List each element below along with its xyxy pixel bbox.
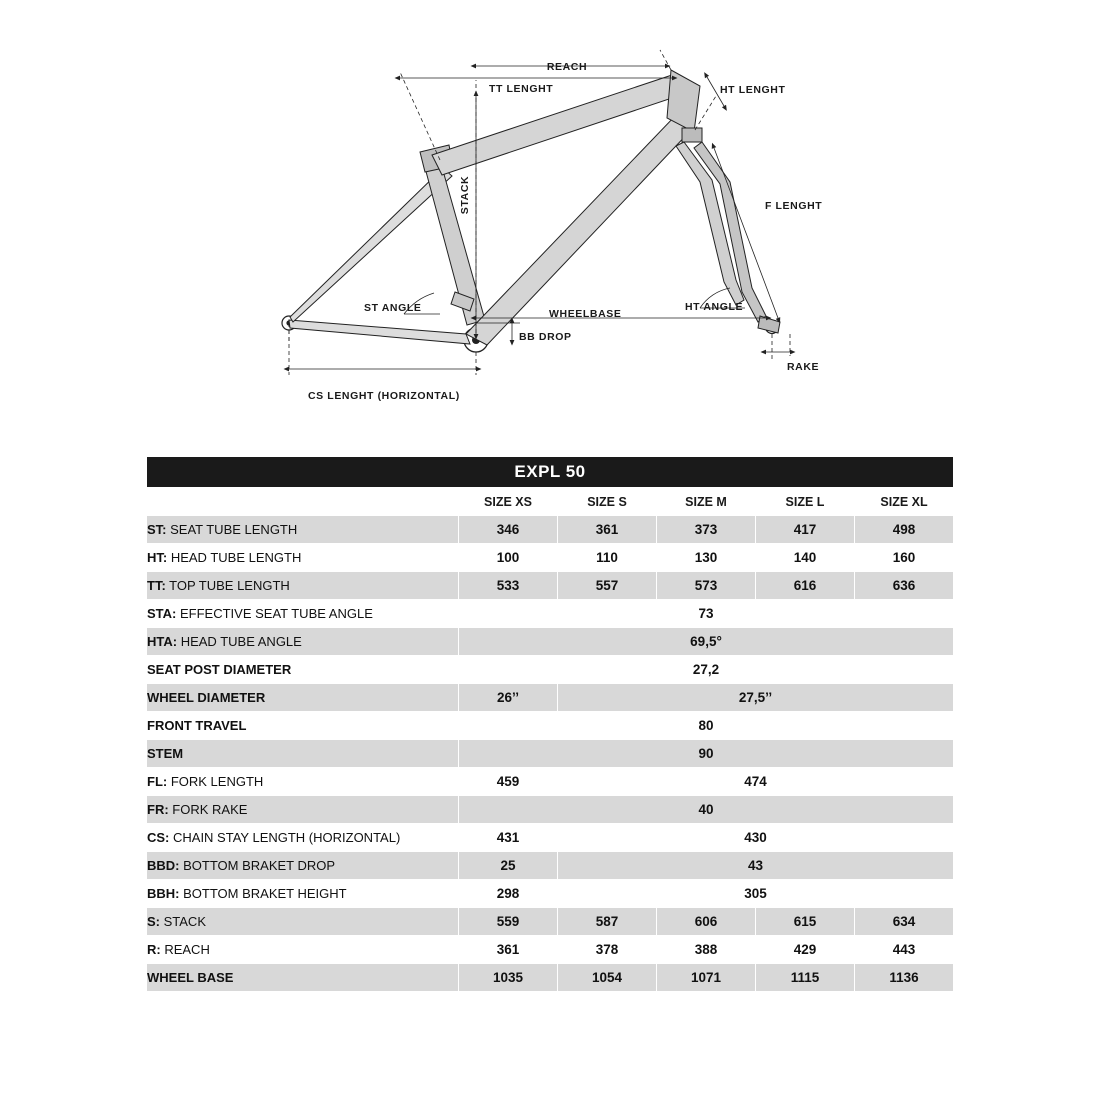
table-cell: 557	[558, 572, 657, 600]
label-bb-drop: BB DROP	[519, 331, 572, 343]
column-header-size: SIZE L	[756, 488, 855, 516]
row-label-text: REACH	[160, 942, 210, 957]
table-cell: 474	[558, 768, 954, 796]
label-cs-lenght: CS LENGHT (HORIZONTAL)	[308, 390, 460, 402]
row-label	[147, 796, 459, 824]
row-label-code: STEM	[147, 746, 184, 761]
table-cell: 417	[756, 516, 855, 544]
table-row	[147, 740, 954, 768]
table-cell: 90	[459, 740, 954, 768]
table-cell: 429	[756, 936, 855, 964]
table-cell: 140	[756, 544, 855, 572]
label-rake: RAKE	[787, 361, 820, 373]
column-header-size: SIZE XS	[459, 488, 558, 516]
label-tt-lenght: TT LENGHT	[489, 83, 554, 95]
row-label-code: BBH:	[147, 886, 180, 901]
table-cell: 587	[558, 908, 657, 936]
row-label-code: S:	[147, 914, 160, 929]
table-cell: 430	[558, 824, 954, 852]
table-cell: 616	[756, 572, 855, 600]
table-cell: 305	[558, 880, 954, 908]
row-label-code: STA:	[147, 606, 177, 621]
row-label-code: WHEEL BASE	[147, 970, 234, 985]
row-label	[147, 544, 459, 572]
row-label-code: ST:	[147, 522, 167, 537]
row-label-code: FL:	[147, 774, 168, 789]
table-cell: 1054	[558, 964, 657, 992]
table-row	[147, 516, 954, 544]
table-cell: 43	[558, 852, 954, 880]
label-ht-angle: HT ANGLE	[685, 301, 744, 313]
table-row	[147, 852, 954, 880]
row-label	[147, 740, 459, 768]
table-cell: 606	[657, 908, 756, 936]
label-stack: STACK	[459, 175, 471, 215]
table-row	[147, 656, 954, 684]
table-cell: 443	[855, 936, 954, 964]
geometry-table	[146, 456, 954, 992]
table-row	[147, 880, 954, 908]
row-label-text: BOTTOM BRAKET DROP	[179, 858, 336, 873]
table-cell: 40	[459, 796, 954, 824]
table-row	[147, 628, 954, 656]
row-label	[147, 656, 459, 684]
geometry-diagram	[0, 0, 1100, 440]
row-label-code: BBD:	[147, 858, 180, 873]
column-header-size: SIZE M	[657, 488, 756, 516]
table-cell: 573	[657, 572, 756, 600]
row-label	[147, 880, 459, 908]
table-row	[147, 684, 954, 712]
table-cell: 373	[657, 516, 756, 544]
table-row	[147, 768, 954, 796]
row-label	[147, 824, 459, 852]
table-cell: 559	[459, 908, 558, 936]
label-wheelbase: WHEELBASE	[549, 308, 622, 320]
table-header-row	[147, 488, 954, 516]
row-label	[147, 936, 459, 964]
row-label-text: TOP TUBE LENGTH	[165, 578, 290, 593]
table-row	[147, 824, 954, 852]
row-label-code: R:	[147, 942, 161, 957]
table-cell: 431	[459, 824, 558, 852]
table-cell: 498	[855, 516, 954, 544]
table-row	[147, 544, 954, 572]
row-label-text: FORK RAKE	[168, 802, 248, 817]
table-cell: 634	[855, 908, 954, 936]
table-cell: 26’’	[459, 684, 558, 712]
row-label	[147, 712, 459, 740]
table-cell: 27,5’’	[558, 684, 954, 712]
row-label-text: HEAD TUBE LENGTH	[167, 550, 302, 565]
table-row	[147, 712, 954, 740]
column-header-size: SIZE S	[558, 488, 657, 516]
table-cell: 1035	[459, 964, 558, 992]
row-label	[147, 600, 459, 628]
row-label-code: TT:	[147, 578, 166, 593]
row-label	[147, 768, 459, 796]
label-st-angle: ST ANGLE	[364, 302, 422, 314]
table-title: EXPL 50	[147, 457, 954, 488]
table-row	[147, 936, 954, 964]
row-label	[147, 964, 459, 992]
table-cell: 1115	[756, 964, 855, 992]
table-cell: 1071	[657, 964, 756, 992]
row-label-code: FR:	[147, 802, 169, 817]
row-label	[147, 684, 459, 712]
table-row	[147, 964, 954, 992]
table-cell: 100	[459, 544, 558, 572]
column-header-size: SIZE XL	[855, 488, 954, 516]
table-cell: 388	[657, 936, 756, 964]
row-label-text: EFFECTIVE SEAT TUBE ANGLE	[176, 606, 373, 621]
table-row	[147, 796, 954, 824]
table-cell: 69,5°	[459, 628, 954, 656]
row-label-text: BOTTOM BRAKET HEIGHT	[179, 886, 347, 901]
table-row	[147, 572, 954, 600]
table-title-row	[147, 457, 954, 488]
table-cell: 615	[756, 908, 855, 936]
table-cell: 73	[459, 600, 954, 628]
label-reach: REACH	[546, 61, 588, 73]
table-cell: 130	[657, 544, 756, 572]
row-label-text: CHAIN STAY LENGTH (HORIZONTAL)	[169, 830, 401, 845]
label-ht-lenght: HT LENGHT	[720, 84, 786, 96]
table-row	[147, 600, 954, 628]
row-label-code: FRONT TRAVEL	[147, 718, 247, 733]
table-row	[147, 908, 954, 936]
row-label-code: CS:	[147, 830, 170, 845]
table-cell: 160	[855, 544, 954, 572]
row-label-text: HEAD TUBE ANGLE	[177, 634, 302, 649]
row-label-code: HT:	[147, 550, 168, 565]
table-cell: 361	[558, 516, 657, 544]
row-label-code: SEAT POST DIAMETER	[147, 662, 292, 677]
table-header-blank	[147, 488, 459, 516]
row-label-text: FORK LENGTH	[167, 774, 264, 789]
table-cell: 361	[459, 936, 558, 964]
table-cell: 636	[855, 572, 954, 600]
table-cell: 110	[558, 544, 657, 572]
table-cell: 298	[459, 880, 558, 908]
table-cell: 25	[459, 852, 558, 880]
table-cell: 346	[459, 516, 558, 544]
row-label-text: SEAT TUBE LENGTH	[166, 522, 298, 537]
row-label	[147, 572, 459, 600]
table-cell: 27,2	[459, 656, 954, 684]
table-cell: 1136	[855, 964, 954, 992]
row-label	[147, 852, 459, 880]
label-f-lenght: F LENGHT	[765, 200, 823, 212]
row-label-code: WHEEL DIAMETER	[147, 690, 266, 705]
geometry-table-container	[146, 456, 954, 992]
row-label	[147, 516, 459, 544]
table-cell: 80	[459, 712, 954, 740]
row-label	[147, 628, 459, 656]
row-label	[147, 908, 459, 936]
table-cell: 533	[459, 572, 558, 600]
row-label-code: HTA:	[147, 634, 178, 649]
table-cell: 378	[558, 936, 657, 964]
table-cell: 459	[459, 768, 558, 796]
row-label-text: STACK	[160, 914, 206, 929]
bike-frame-svg	[0, 0, 1100, 440]
